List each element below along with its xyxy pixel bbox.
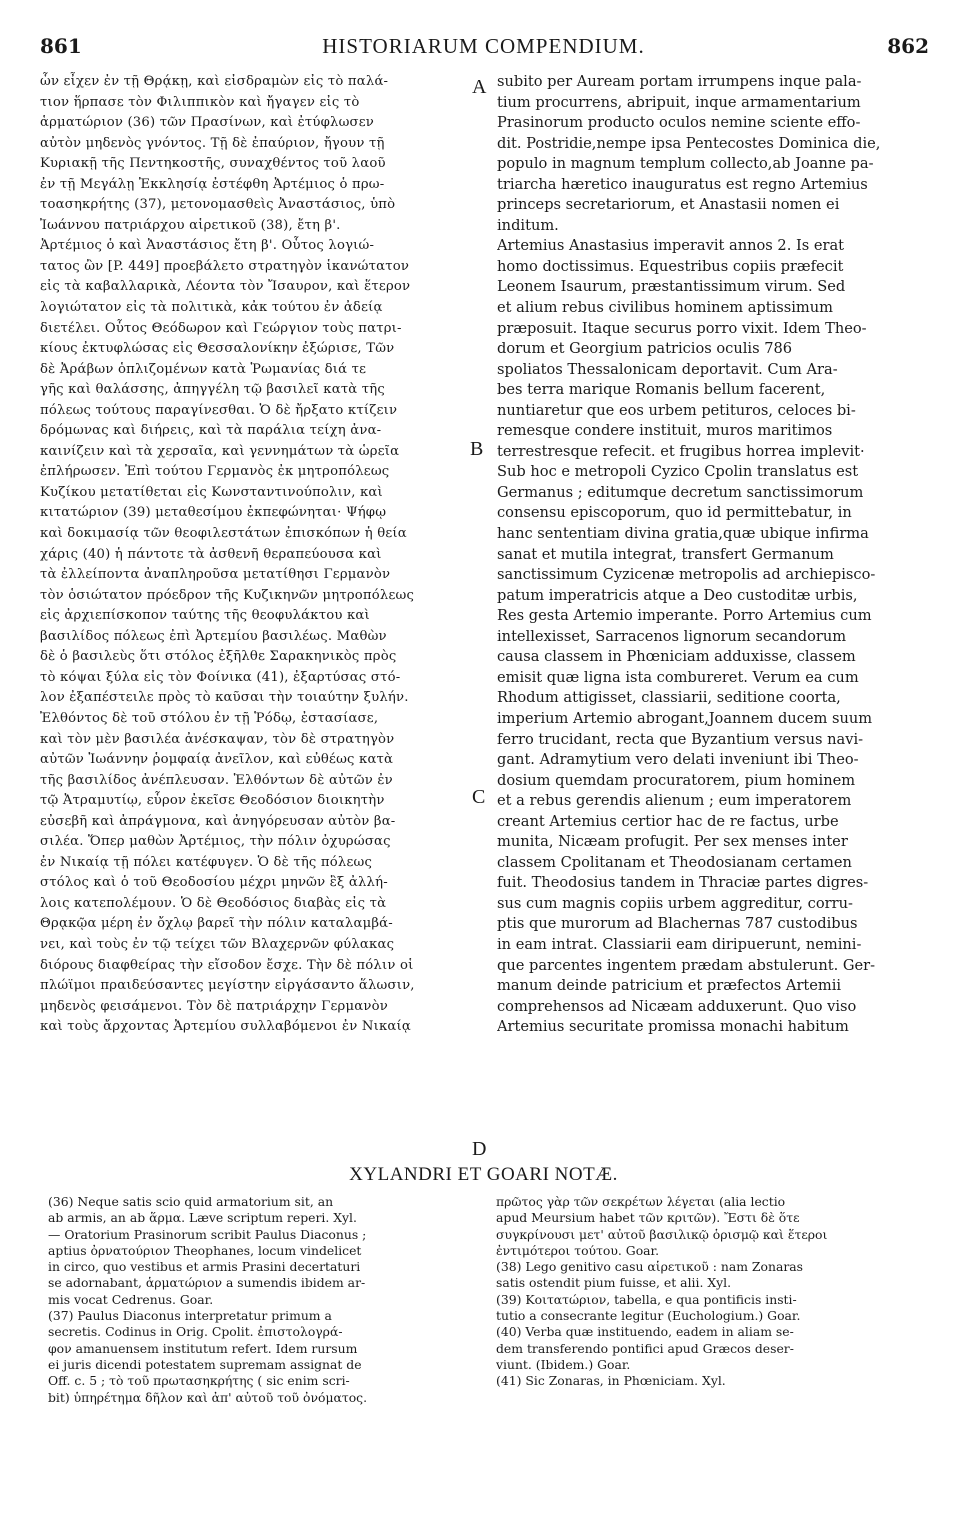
greek-text-line: Ἀρτέμιος ὁ καὶ Ἀναστάσιος ἔτη β'. Οὗτος λογιώ- (40, 238, 375, 254)
greek-text-line: νει, καὶ τοὺς ἐν τῷ τείχει τῶν Βλαχερνῶν φύλακας (40, 936, 395, 952)
note-line: satis ostendit pium fuisse, et alii. Xyl. (496, 1275, 732, 1291)
latin-text-line: tium procurrens, abripuit, inque armamentarium (497, 93, 861, 111)
note-line: se adornabant, ἁρματώριον a sumendis ibidem ar- (48, 1275, 366, 1291)
greek-text-line: γῆς καὶ θαλάσσης, ἀπηγγέλη τῷ βασιλεῖ κατὰ τῆς (40, 382, 385, 398)
latin-text-line: Res gesta Artemio imperante. Porro Artemius cum (497, 607, 872, 625)
greek-text-line: χάρις (40) ἡ πάντοτε τὰ ἀσθενῆ θεραπεύουσα καὶ (40, 546, 382, 562)
latin-text-line: sus cum magnis copiis urbem aggreditur, corru- (497, 894, 853, 912)
greek-text-line: Ἐλθόντος δὲ τοῦ στόλου ἐν τῇ Ῥόδῳ, ἐστασίασε, (40, 710, 379, 726)
latin-text-line: spoliatos Thessalonicam deportavit. Cum Ara- (497, 360, 838, 378)
latin-text-line: dosium quemdam procuratorem, pium hominem (497, 771, 856, 789)
latin-text-line: patum imperatricis atque a Deo custoditæ urbis, (497, 586, 858, 604)
latin-text-line: populo in magnum templum collecto,ab Joanne pa- (497, 155, 874, 173)
latin-text-line: homo doctissimus. Equestribus copiis præfecit (497, 257, 844, 275)
note-line: συγκρίνουσι μετ' αὐτοῦ βασιλικῷ ὁρισμῷ καὶ ἕτεροι (496, 1226, 828, 1242)
note-line: bit) ὑπηρέτημα δῆλον καὶ ἀπ' αὐτοῦ τοῦ ὀνόματος. (48, 1389, 368, 1405)
latin-text-line: comprehensos ad Nicæam adduxerunt. Quo viso (497, 997, 857, 1015)
latin-text-line: in eam intrat. Classiarii eam diripuerunt, nemini- (497, 935, 862, 953)
latin-text-line: triarcha hæretico inauguratus est regno Artemius (497, 175, 868, 193)
note-line: ab armis, an ab ἅρμα. Læve scriptum reperi. Xyl. (48, 1210, 357, 1226)
greek-text-line: πλώϊμοι πραιδεύσαντες μεγίστην εἰργάσαντο ἅλωσιν, (40, 978, 415, 994)
latin-text-line: intellexisset, Sarracenos lignorum secandorum (497, 627, 847, 645)
greek-text-line: εἰς τὰ καβαλλαρικὰ, Λέοντα τὸν Ἴσαυρον, καὶ ἕτερον (40, 279, 411, 295)
note-line: (41) Sic Zonaras, in Phœniciam. Xyl. (496, 1373, 726, 1389)
greek-text-line: ἁρματώριον (36) τῶν Πρασίνων, καὶ ἐτύφλωσεν (40, 115, 374, 131)
greek-text-line: δὲ Ἀράβων ὁπλιζομένων κατὰ Ῥωμανίας διά τε (40, 361, 367, 377)
note-line: ei juris dicendi potestatem supremam assignat de (48, 1356, 362, 1372)
latin-text-line: sanctissimum Cyzicenæ metropolis ad archiepisco- (497, 566, 876, 584)
greek-text-line: δρόμωνας καὶ διήρεις, καὶ τὰ παράλια τείχη ἀνα- (40, 423, 382, 439)
greek-text-line: τὸ κόψαι ξύλα εἰς τὸν Φοίνικα (41), ἐξαρτύσας στό- (40, 669, 401, 685)
greek-text-line: Θρᾳκῷα μέρη ἐν ὄχλῳ βαρεῖ τὴν πόλιν καταλαμβά- (40, 916, 393, 932)
note-line: mis vocat Cedrenus. Goar. (48, 1291, 214, 1307)
latin-text-line: emisit quæ ligna ista combureret. Verum ea cum (497, 668, 859, 686)
latin-text-line: terrestresque refecit. et frugibus horrea implevit· (497, 442, 865, 460)
note-line: (38) Lego genitivo casu αἱρετικοῦ : nam Zonaras (496, 1259, 804, 1275)
greek-text-line: πόλεως τούτους παραγίνεσθαι. Ὁ δὲ ἤρξατο κτίζειν (40, 402, 398, 418)
greek-text-line: ἐν Νικαίᾳ τῇ πόλει κατέφυγεν. Ὁ δὲ τῆς πόλεως (40, 854, 373, 870)
greek-text-line: εὐσεβῆ καὶ ἀπράγμονα, καὶ ἀνηγόρευσαν αὐτὸν βα- (40, 813, 396, 829)
notes-title: XYLANDRI ET GOARI NOTÆ. (349, 1164, 618, 1185)
note-line: (40) Verba quæ instituendo, eadem in aliam se- (496, 1324, 794, 1340)
note-line: ἐντιμότεροι τούτου. Goar. (496, 1242, 660, 1258)
note-line: φον amanuensem institutum refert. Idem rursum (48, 1340, 358, 1356)
latin-text-line: præposuit. Itaque securus porro vixit. Idem Theo- (497, 319, 867, 337)
greek-text-line: τῷ Ἀτραμυτίῳ, εὗρον ἐκεῖσε Θεοδόσιον διοικητὴν (40, 793, 385, 809)
greek-text-line: δὲ ὁ βασιλεὺς ὅτι στόλος ἐξῆλθε Σαρακηνικὸς πρὸς (40, 649, 397, 665)
greek-text-line: καὶ δοκιμασίᾳ τῶν θεοφιλεστάτων ἐπισκόπων ἡ θεία (40, 526, 407, 542)
latin-text-line: subito per Auream portam irrumpens inque pala- (497, 73, 862, 90)
latin-text-line: Artemius securitate promissa monachi habitum (497, 1018, 849, 1036)
greek-text-line: Κυζίκου μετατίθεται εἰς Κωνσταντινούπολιν, καὶ (40, 484, 383, 500)
greek-text-line: εἰς ἀρχιεπίσκοπον ταύτης τῆς θεοφυλάκτου καὶ (40, 608, 370, 624)
greek-text-line: αὐτὸν μηδενὸς γνόντος. Τῇ δὲ ἐπαύριον, ἤγουν τῇ (40, 135, 385, 151)
note-line: Off. c. 5 ; τὸ τοῦ πρωτασηκρήτης ( sic enim scri- (48, 1373, 350, 1389)
latin-text-column (497, 72, 932, 1038)
right-page-number: 862 (887, 34, 929, 58)
latin-text-line: dorum et Georgium patricios oculis 786 (497, 340, 793, 358)
greek-text-line: κίους ἐκτυφλώσας εἰς Θεσσαλονίκην ἐξώρισε, Τῶν (40, 341, 395, 357)
left-page-number: 861 (40, 34, 82, 58)
note-line: — Oratorium Prasinorum scribit Paulus Diaconus ; (48, 1226, 367, 1242)
note-line: in circo, quo vestibus et armis Prasini decertaturi (48, 1259, 361, 1275)
greek-text-line: βασιλίδος πόλεως ἐπὶ Ἀρτεμίου βασιλέως. Μαθὼν (40, 628, 387, 644)
margin-marker-d: D (472, 1138, 487, 1160)
latin-text-line: ferro trucidant, recta que Byzantium versus navi- (497, 730, 864, 748)
latin-text-line: remesque condere instituit, muros maritimos (497, 422, 833, 440)
notes-right-column (496, 1194, 932, 1390)
greek-text-line: στόλος καὶ ὁ τοῦ Θεοδοσίου μέχρι μηνῶν ἓξ ἀλλή- (40, 875, 388, 891)
greek-text-line: τατος ὢν [P. 449] προεβάλετο στρατηγὸν ἱκανώτατον (40, 258, 410, 274)
latin-text-line: princeps secretariorum, et Anastasii nomen ei (497, 196, 840, 214)
latin-text-line: fuit. Theodosius tandem in Thraciæ partes digres- (497, 874, 869, 892)
greek-text-line: τιον ἥρπασε τὸν Φιλιππικὸν καὶ ἤγαγεν εἰς τὸ (40, 94, 360, 110)
note-line: dem transferendo pontifici apud Græcos deser- (496, 1340, 794, 1356)
latin-text-line: imperium Artemio abrogant,Joannem ducem suum (497, 709, 873, 727)
margin-marker-a: A (472, 76, 487, 98)
greek-text-line: διόρους διαφθείρας τὴν εἴσοδον ἔσχε. Τὴν δὲ πόλιν οἱ (40, 957, 414, 973)
latin-text-line: Germanus ; editumque decretum sanctissimorum (497, 483, 864, 501)
greek-text-line: Ἰωάννου πατριάρχου αἱρετικοῦ (38), ἔτη β'. (40, 217, 341, 233)
latin-text-line: classem Cpolitanam et Theodosianam certamen (497, 853, 852, 871)
greek-text-line: κιτατώριον (39) μεταθεσίμου ἐκπεφώνηται· Ψήφῳ (40, 505, 387, 521)
greek-text-line: σιλέα. Ὅπερ μαθὼν Ἀρτέμιος, τὴν πόλιν ὀχυρώσας (40, 834, 391, 850)
latin-text-line: Prasinorum producto oculos nemine sciente effo- (497, 114, 861, 132)
latin-text-line: Artemius Anastasius imperavit annos 2. Is erat (497, 237, 845, 255)
greek-text-line: λογιώτατον εἰς τὰ πολιτικὰ, κἀκ τούτου ἐν ἀδείᾳ (40, 300, 383, 316)
latin-text-line: sanat et mutila integrat, transfert Germanum (497, 545, 834, 563)
note-line: apud Meursium habet τῶν κριτῶν). Ἔστι δὲ ὅτε (496, 1210, 800, 1226)
greek-text-line: τὰ ἐλλείποντα ἀναπληροῦσα μετατίθησι Γερμανὸν (40, 567, 391, 583)
latin-text-line: et alium rebus civilibus hominem aptissimum (497, 299, 833, 317)
latin-text-line: et a rebus gerendis alienum ; eum imperatorem (497, 792, 852, 810)
greek-text-line: διετέλει. Οὗτος Θεόδωρον καὶ Γεώργιον τοὺς πατρι- (40, 320, 402, 336)
greek-text-line: τοασηκρήτης (37), μετονομασθεὶς Ἀναστάσιος, ὑπὸ (40, 197, 396, 213)
greek-text-column (40, 72, 470, 1038)
greek-text-line: λοις κατεπολέμουν. Ὁ δὲ Θεοδόσιος διαβὰς εἰς τὰ (40, 895, 387, 911)
note-line: (37) Paulus Diaconus interpretatur primum a (48, 1308, 332, 1324)
running-header (0, 34, 967, 64)
latin-text-line: que parcentes ingentem prædam abstulerunt. Ger- (497, 956, 876, 974)
notes-left-column (48, 1194, 468, 1406)
greek-text-line: τὸν ὁσιώτατον πρόεδρον τῆς Κυζικηνῶν μητροπόλεως (40, 587, 415, 603)
note-line: πρῶτος γὰρ τῶν σεκρέτων λέγεται (alia lectio (496, 1194, 786, 1209)
greek-text-line: καὶ τοὺς ἄρχοντας Ἀρτεμίου συλλαβόμενοι ἐν Νικαίᾳ (40, 1019, 411, 1035)
latin-text-line: causa classem in Phœniciam adduxisse, classem (497, 648, 856, 666)
latin-text-line: ptis que murorum ad Blachernas 787 custodibus (497, 915, 858, 933)
latin-text-line: gant. Adramytium vero delati inveniunt ibi Theo- (497, 751, 859, 769)
latin-text-line: nuntiaretur que eos urbem petituros, celoces bi- (497, 401, 856, 419)
greek-text-line: λον ἐξαπέστειλε πρὸς τὸ καῦσαι τὴν τοιαύτην ξυλήν. (40, 690, 409, 706)
greek-text-line: Κυριακῇ τῆς Πεντηκοστῆς, συναχθέντος τοῦ λαοῦ (40, 156, 386, 172)
latin-text-line: creant Artemius certior hac de re factus, urbe (497, 812, 839, 830)
latin-text-line: hanc sententiam divina gratia,quæ ubique infirma (497, 525, 869, 543)
greek-text-line: ἐν τῇ Μεγάλῃ Ἐκκλησίᾳ ἐστέφθη Ἀρτέμιος ὁ πρω- (40, 176, 385, 192)
latin-text-line: Rhodum attigisset, classiarii, seditione coorta, (497, 689, 841, 707)
latin-text-line: dit. Postridie,nempe ipsa Pentecostes Dominica die, (497, 134, 881, 152)
margin-marker-c: C (472, 786, 486, 808)
latin-text-line: consensu episcoporum, quo id permittebatur, in (497, 504, 852, 522)
greek-text-line: τῆς βασιλίδος ἀνέπλευσαν. Ἐλθόντων δὲ αὐτῶν ἐν (40, 772, 393, 788)
greek-text-line: ὧν εἶχεν ἐν τῇ Θρᾴκῃ, καὶ εἰσδραμὼν εἰς τὸ παλά- (40, 74, 389, 89)
latin-text-line: bes terra marique Romanis bellum facerent, (497, 381, 826, 399)
latin-text-line: Leonem Isaurum, præstantissimum virum. Sed (497, 278, 846, 296)
latin-text-line: manum deinde patricium et præfectos Artemii (497, 977, 842, 995)
latin-text-line: Sub hoc e metropoli Cyzico Cpolin translatus est (497, 463, 859, 481)
running-title: HISTORIARUM COMPENDIUM. (322, 34, 645, 58)
note-line: aptius ὀρνατούριον Theophanes, locum vindelicet (48, 1242, 362, 1258)
margin-marker-b: B (470, 438, 484, 460)
greek-text-line: αὐτῶν Ἰωάννην ῥομφαίᾳ ἀνεῖλον, καὶ εὐθέως κατὰ (40, 752, 394, 768)
greek-text-line: ἐπλήρωσεν. Ἐπὶ τούτου Γερμανὸς ἐκ μητροπόλεως (40, 464, 390, 480)
greek-text-line: καινίζειν καὶ τὰ χερσαῖα, καὶ γεννημάτων τὰ ὡρεῖα (40, 443, 400, 459)
note-line: secretis. Codinus in Orig. Cpolit. ἐπιστολογρά- (48, 1324, 343, 1340)
greek-text-line: μηδενὸς φεισάμενοι. Τὸν δὲ πατριάρχην Γερμανὸν (40, 998, 388, 1014)
note-line: (36) Neque satis scio quid armatorium sit, an (48, 1194, 334, 1209)
note-line: (39) Κοιτατώριον, tabella, e qua pontificis insti- (496, 1291, 797, 1307)
latin-text-line: inditum. (497, 216, 559, 234)
note-line: tutio a consecrante legitur (Euchologium.) Goar. (496, 1308, 801, 1324)
note-line: viunt. (Ibidem.) Goar. (496, 1356, 631, 1372)
greek-text-line: καὶ τὸν μὲν βασιλέα ἀνέσκαψαν, τὸν δὲ στρατηγὸν (40, 731, 395, 747)
latin-text-line: munita, Nicæam profugit. Per sex menses inter (497, 833, 848, 851)
